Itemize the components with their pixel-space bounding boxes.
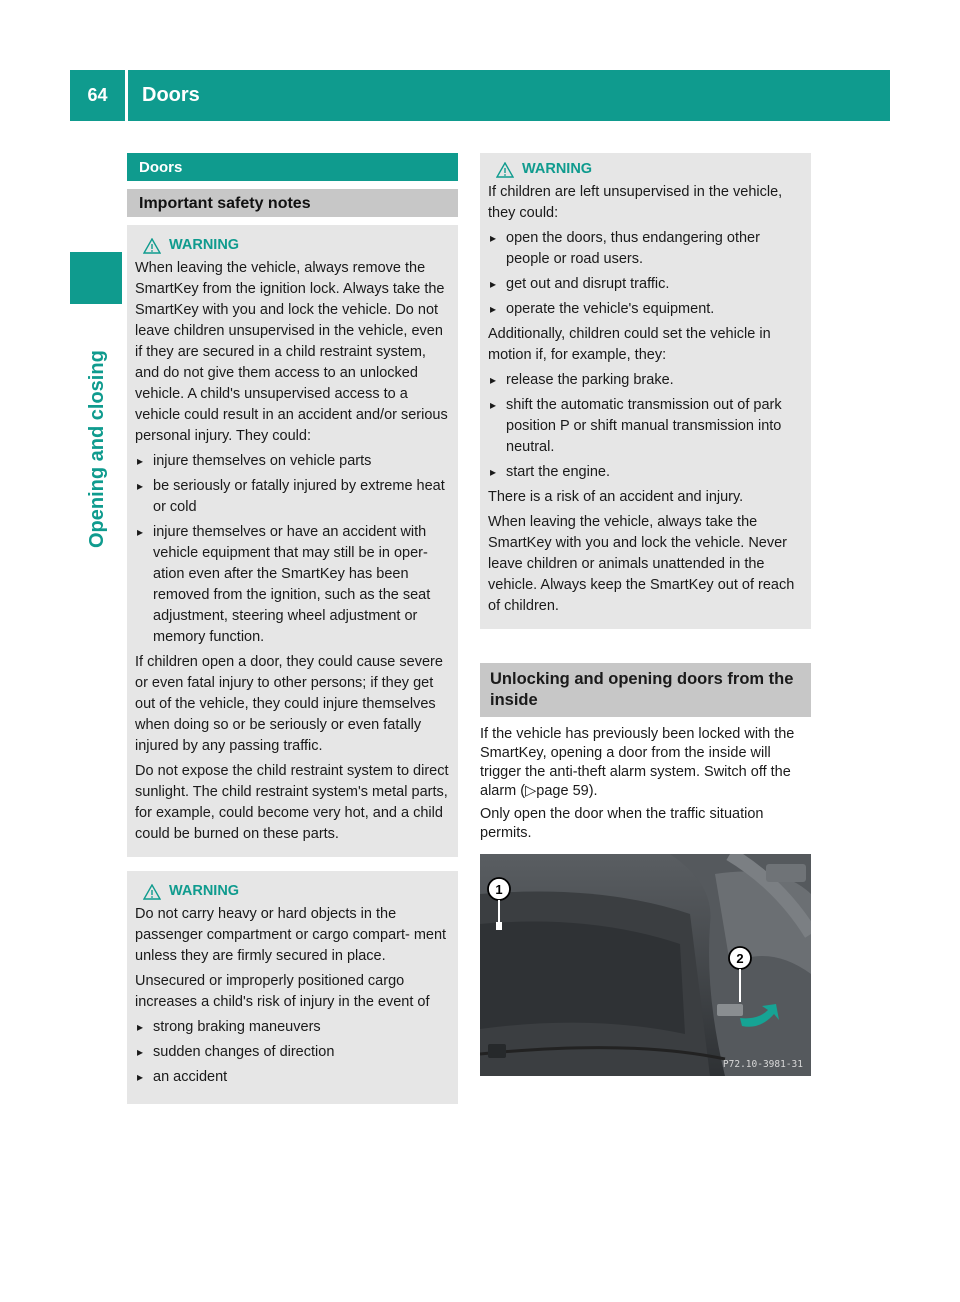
body-text: Only open the door when the traffic situation permits. (480, 806, 764, 841)
warning-header (143, 235, 450, 256)
bullet-item: ▸ an accident (135, 1067, 450, 1088)
right-column (480, 153, 811, 847)
warning-icon (143, 238, 161, 254)
section-title: Doors (127, 153, 458, 181)
warning-box (480, 153, 811, 629)
left-column (127, 153, 458, 1104)
bullet-item: ▸ be seriously or fatally injured by extreme heat or cold (135, 476, 450, 518)
header-divider (125, 70, 128, 121)
warning-bullets (135, 1017, 450, 1088)
bullet-item: ▸ shift the automatic transmission out of park position P or shift manual transmission into neutral. (488, 395, 803, 458)
bullet-item: ▸ strong braking maneuvers (135, 1017, 450, 1038)
section-heading: Unlocking and opening doors from the inside (480, 663, 811, 717)
door-illustration (480, 854, 811, 1076)
warning-box (127, 225, 458, 857)
warning-bullets (135, 451, 450, 648)
body-text (480, 725, 811, 801)
bullet-item: ▸ injure themselves on vehicle parts (135, 451, 450, 472)
warning-label: WARNING (169, 237, 240, 253)
warning-text: Additionally, children could set the vehicle in motion if, for example, they: (488, 326, 771, 363)
warning-text: When leaving the vehicle, always take the SmartKey with you and lock the vehicle. Never leave children or animals unattended in the vehicle. Always keep the SmartKey out of reach of children. (488, 514, 795, 614)
page-ref-arrow-icon: ▷ (525, 783, 537, 799)
chapter-label: Opening and closing (86, 350, 108, 548)
door-handle-figure (480, 854, 811, 1076)
bullet-item: ▸ open the doors, thus endangering other people or road users. (488, 228, 803, 270)
warning-text: When leaving the vehicle, always remove the SmartKey from the ignition lock. Always take the SmartKey with you and lock the vehicle. Do not leave children unsupervised in the vehicle, even if they are secured in a child restraint system, and do not give them access to an unlocked vehicle. A child's unsupervised access to a vehicle could result in an accident and/or serious personal injury. They could: (135, 260, 448, 444)
bullet-item: ▸ sudden changes of direction (135, 1042, 450, 1063)
warning-text: Do not carry heavy or hard objects in the passenger compartment or cargo compart- ment unless they are firmly secured in place. (135, 906, 447, 964)
bullet-item: ▸ operate the vehicle's equipment. (488, 299, 803, 320)
warning-label: WARNING (169, 883, 240, 899)
callout-1: 1 (495, 882, 503, 897)
bullet-item: ▸ release the parking brake. (488, 370, 803, 391)
warning-text: If children open a door, they could cause severe or even fatal injury to other persons; if they get out of the vehicle, they could injure themselves when doing so or be seriously or even fatally injured by any passing traffic. (135, 654, 443, 754)
warning-label: WARNING (522, 161, 593, 177)
chapter-label-wrap (80, 350, 114, 582)
warning-bullets (488, 370, 803, 483)
warning-header (496, 159, 803, 180)
warning-box (127, 871, 458, 1104)
subsection-title: Important safety notes (127, 189, 458, 217)
warning-text: Unsecured or improperly positioned cargo increases a child's risk of injury in the event of (135, 973, 430, 1010)
warning-text: There is a risk of an accident and injury. (488, 489, 744, 505)
chapter-marker (70, 252, 122, 304)
warning-icon (496, 162, 514, 178)
warning-text: If children are left unsupervised in the vehicle, they could: (488, 184, 783, 221)
bullet-item: ▸ start the engine. (488, 462, 803, 483)
body-text-start: If the vehicle has previously been locked with the SmartKey, opening a door from the inside will trigger the anti-theft alarm system. Switch off the alarm ( (480, 726, 795, 799)
warning-bullets (488, 228, 803, 320)
body-text-end: ). (588, 783, 598, 799)
page-number: 64 (87, 85, 108, 105)
callout-2: 2 (736, 951, 744, 966)
page-title: Doors (142, 84, 200, 106)
warning-text: Do not expose the child restraint system to direct sunlight. The child restraint system's metal parts, for example, could become very hot, and a child could be burned on these parts. (135, 763, 449, 842)
figure-code: P72.10-3981-31 (722, 1059, 803, 1070)
bullet-item: ▸ injure themselves or have an accident with vehicle equipment that may still be in oper- ation even after the SmartKey has been removed from the ignition, such as the seat adjustment, steering wheel adjustment or memory function. (135, 522, 450, 648)
bullet-item: ▸ get out and disrupt traffic. (488, 274, 803, 295)
page-reference-link[interactable]: page 59 (536, 783, 589, 799)
warning-icon (143, 884, 161, 900)
warning-header (143, 881, 450, 902)
